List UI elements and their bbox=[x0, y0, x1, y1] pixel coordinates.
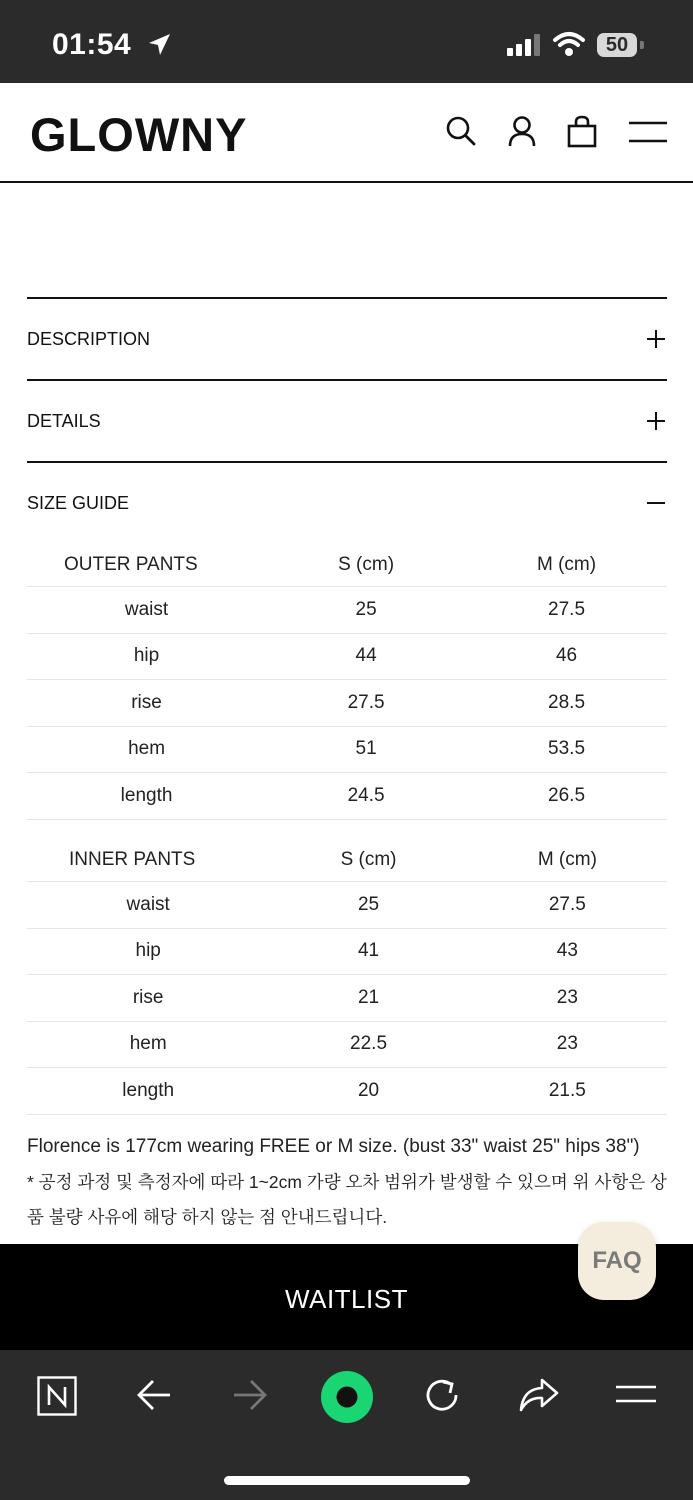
battery-indicator: 50 bbox=[597, 33, 637, 57]
browser-menu-icon[interactable] bbox=[616, 1384, 656, 1406]
table-cell: rise bbox=[27, 975, 269, 1022]
table-header-row bbox=[27, 839, 667, 882]
search-icon[interactable] bbox=[445, 115, 477, 149]
table-header: OUTER PANTS bbox=[27, 544, 266, 587]
plus-icon[interactable] bbox=[647, 412, 665, 430]
table-cell: 22.5 bbox=[269, 1021, 467, 1068]
table-cell: length bbox=[27, 773, 266, 820]
table-row bbox=[27, 773, 667, 820]
table-cell: 26.5 bbox=[466, 773, 667, 820]
accordion-description[interactable] bbox=[27, 297, 667, 379]
green-home-dot-icon[interactable] bbox=[320, 1370, 374, 1424]
table-cell: 27.5 bbox=[466, 587, 667, 634]
table-row bbox=[27, 587, 667, 634]
product-accordion bbox=[27, 297, 667, 543]
measurement-disclaimer: * 공정 과정 및 측정자에 따라 1~2cm 가량 오차 범위가 발생할 수 있으며 위 사항은 상품 불량 사유에 해당 하지 않는 점 안내드립니다. bbox=[27, 1172, 667, 1227]
table-cell: 46 bbox=[466, 633, 667, 680]
table-cell: 27.5 bbox=[468, 882, 667, 929]
table-cell: 20 bbox=[269, 1068, 467, 1115]
share-icon[interactable] bbox=[518, 1376, 560, 1414]
table-cell: 25 bbox=[266, 587, 466, 634]
table-header: S (cm) bbox=[269, 839, 467, 882]
table-row bbox=[27, 975, 667, 1022]
table-header: M (cm) bbox=[466, 544, 667, 587]
table-row bbox=[27, 680, 667, 727]
table-header: INNER PANTS bbox=[27, 839, 269, 882]
table-cell: hip bbox=[27, 928, 269, 975]
forward-arrow-icon[interactable] bbox=[232, 1378, 268, 1412]
table-cell: 41 bbox=[269, 928, 467, 975]
table-cell: 24.5 bbox=[266, 773, 466, 820]
minus-icon[interactable] bbox=[647, 494, 665, 512]
reload-icon[interactable] bbox=[423, 1376, 461, 1414]
table-row bbox=[27, 1021, 667, 1068]
table-cell: hem bbox=[27, 726, 266, 773]
table-header-row bbox=[27, 544, 667, 587]
table-cell: 44 bbox=[266, 633, 466, 680]
table-cell: 21 bbox=[269, 975, 467, 1022]
outer-pants-size-table bbox=[27, 544, 667, 820]
inner-pants-size-table bbox=[27, 839, 667, 1115]
table-cell: waist bbox=[27, 882, 269, 929]
accordion-label: DESCRIPTION bbox=[27, 329, 151, 349]
model-size-note: Florence is 177cm wearing FREE or M size. (bust 33" waist 25" hips 38") bbox=[27, 1136, 640, 1157]
table-row bbox=[27, 928, 667, 975]
brand-logo[interactable]: GLOWNY bbox=[30, 108, 248, 161]
accordion-size-guide[interactable] bbox=[27, 461, 667, 543]
table-cell: 23 bbox=[468, 975, 667, 1022]
faq-button[interactable]: FAQ bbox=[578, 1222, 656, 1300]
table-cell: rise bbox=[27, 680, 266, 727]
table-cell: 53.5 bbox=[466, 726, 667, 773]
hamburger-menu-icon[interactable] bbox=[629, 121, 667, 143]
table-cell: 25 bbox=[269, 882, 467, 929]
cell-signal-icon bbox=[507, 34, 541, 56]
location-arrow-icon bbox=[146, 32, 172, 58]
table-cell: 23 bbox=[468, 1021, 667, 1068]
site-header bbox=[0, 83, 693, 183]
accordion-label: DETAILS bbox=[27, 411, 101, 431]
naver-icon[interactable] bbox=[37, 1376, 77, 1416]
battery-nub bbox=[640, 41, 644, 49]
table-cell: 28.5 bbox=[466, 680, 667, 727]
account-icon[interactable] bbox=[507, 115, 537, 149]
back-arrow-icon[interactable] bbox=[136, 1378, 172, 1412]
wifi-icon bbox=[553, 31, 585, 57]
table-row bbox=[27, 726, 667, 773]
plus-icon[interactable] bbox=[647, 330, 665, 348]
table-cell: 43 bbox=[468, 928, 667, 975]
status-time: 01:54 bbox=[52, 28, 132, 61]
table-row bbox=[27, 1068, 667, 1115]
table-cell: hem bbox=[27, 1021, 269, 1068]
table-row bbox=[27, 633, 667, 680]
table-cell: 27.5 bbox=[266, 680, 466, 727]
table-cell: 51 bbox=[266, 726, 466, 773]
bag-icon[interactable] bbox=[567, 115, 597, 149]
waitlist-label: WAITLIST bbox=[285, 1284, 408, 1314]
table-cell: length bbox=[27, 1068, 269, 1115]
browser-toolbar bbox=[0, 1350, 693, 1500]
table-header: M (cm) bbox=[468, 839, 667, 882]
accordion-label: SIZE GUIDE bbox=[27, 493, 130, 513]
table-cell: waist bbox=[27, 587, 266, 634]
table-cell: hip bbox=[27, 633, 266, 680]
table-header: S (cm) bbox=[266, 544, 466, 587]
home-indicator[interactable] bbox=[224, 1476, 470, 1485]
status-bar bbox=[0, 0, 693, 83]
table-row bbox=[27, 882, 667, 929]
accordion-details[interactable] bbox=[27, 379, 667, 461]
table-cell: 21.5 bbox=[468, 1068, 667, 1115]
